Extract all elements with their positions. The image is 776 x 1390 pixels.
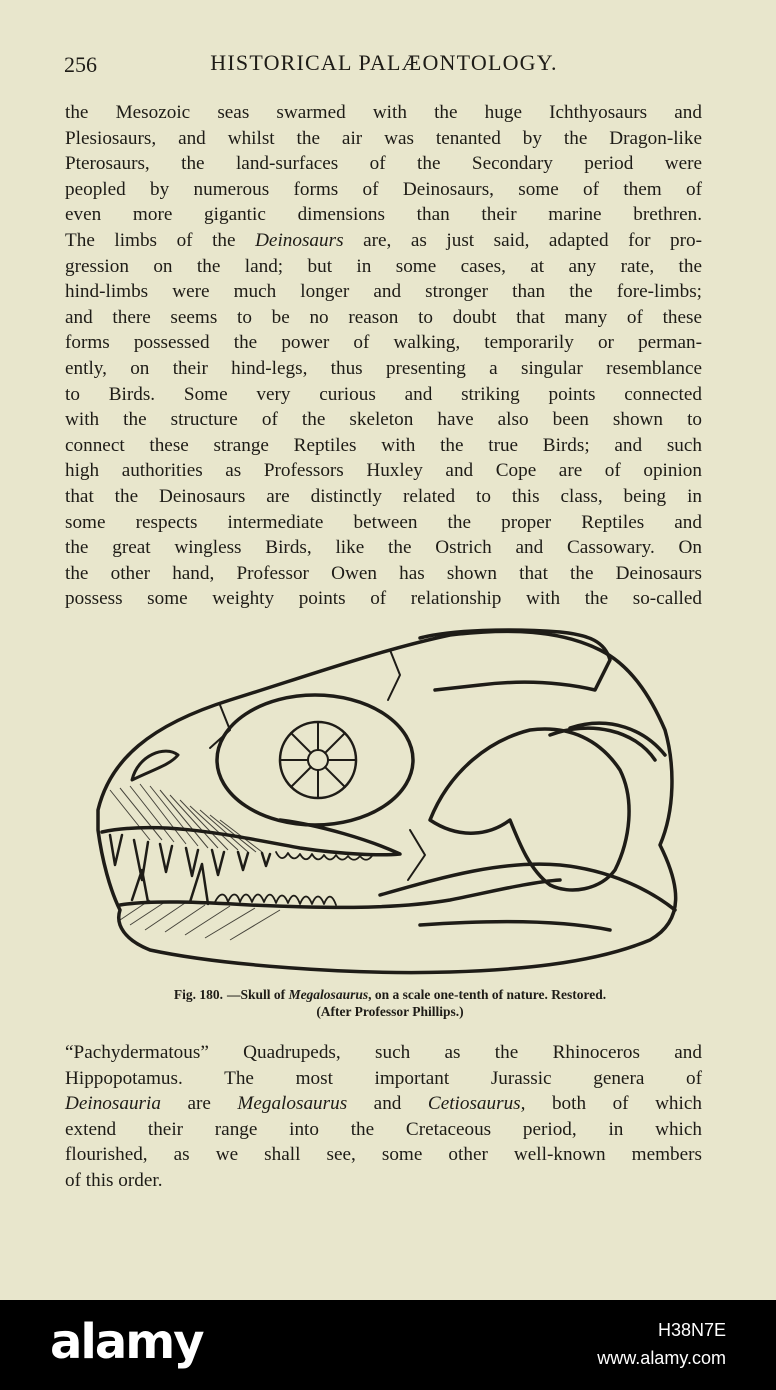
figure-label: Fig. 180. [173,987,224,1002]
text-line: hind-limbs were much longer and stronger than the fore-limbs; [65,281,702,303]
text-line: extend their range into the Cretaceous period, in which [65,1118,702,1140]
text-line: ently, on their hind-legs, thus presenting a singular resemblance [65,357,702,379]
text-line: forms possessed the power of walking, temporarily or perman- [65,332,702,354]
text-line: connect these strange Reptiles with the true Birds; and such [65,434,702,456]
text-line: the great wingless Birds, like the Ostrich and Cassowary. On [65,537,702,559]
alamy-logo: alamy [50,1314,203,1370]
text-line: some respects intermediate between the proper Reptiles and [65,511,702,533]
text-line: flourished, as we shall see, some other well-known members [65,1144,702,1166]
running-head: HISTORICAL PALÆONTOLOGY. [210,50,558,75]
text-line: with the structure of the skeleton have also been shown to [65,409,702,431]
page-header [64,46,704,80]
text-line: Plesiosaurs, and whilst the air was tenanted by the Dragon-like [65,127,702,149]
text-line: that the Deinosaurs are distinctly related to this class, being in [65,485,702,507]
italic-term: Megalosaurus [237,1093,348,1115]
italic-term: Cetiosaurus, [427,1093,526,1115]
text-line: the other hand, Professor Owen has shown that the Deinosaurs [65,562,702,584]
figure-caption [60,986,720,1020]
text-line: Hippopotamus. The most important Jurassic genera of [65,1067,702,1089]
paragraph-1 [65,100,702,612]
caption-line-2: (After Professor Phillips.) [316,1004,464,1019]
megalosaurus-skull-illustration [90,620,690,980]
text-line: and there seems to be no reason to doubt that many of these [65,306,702,328]
skull-figure [90,620,690,980]
caption-line-1 [60,986,720,1003]
text-line: the Mesozoic seas swarmed with the huge Ichthyosaurs and [65,102,702,123]
text-line: possess some weighty points of relationship with the so-called [65,588,702,610]
text-line: peopled by numerous forms of Deinosaurs, some of them of [65,178,702,200]
paragraph-2 [65,1040,702,1194]
text-line: gression on the land; but in some cases, at any rate, the [65,255,702,277]
watermark-url: www.alamy.com [597,1348,726,1368]
italic-term: Deinosaurs [255,229,344,251]
text-line: high authorities as Professors Huxley and Cope are of opinion [65,460,702,482]
text-line: even more gigantic dimensions than their marine brethren. [65,204,702,226]
italic-term: Deinosauria [65,1093,161,1115]
text-line: Pterosaurs, the land-surfaces of the Secondary period were [65,153,702,175]
caption-text: —Skull of Megalosaurus, on a scale one-tenth of nature. Restored. [227,987,607,1002]
italic-term: Megalosaurus [288,987,369,1002]
page-number: 256 [64,52,97,77]
text-line: to Birds. Some very curious and striking points connected [65,383,702,405]
text-line: The limbs of the Deinosaurs are, as just said, adapted for pro- [65,229,702,251]
text-line: of this order. [65,1169,163,1191]
text-line: “Pachydermatous” Quadrupeds, such as the Rhinoceros and [65,1042,702,1063]
image-code: H38N7E [657,1320,726,1340]
text-line: Deinosauria are Megalosaurus and Cetiosaurus, both of which [65,1093,702,1115]
watermark-bar [0,1300,776,1390]
